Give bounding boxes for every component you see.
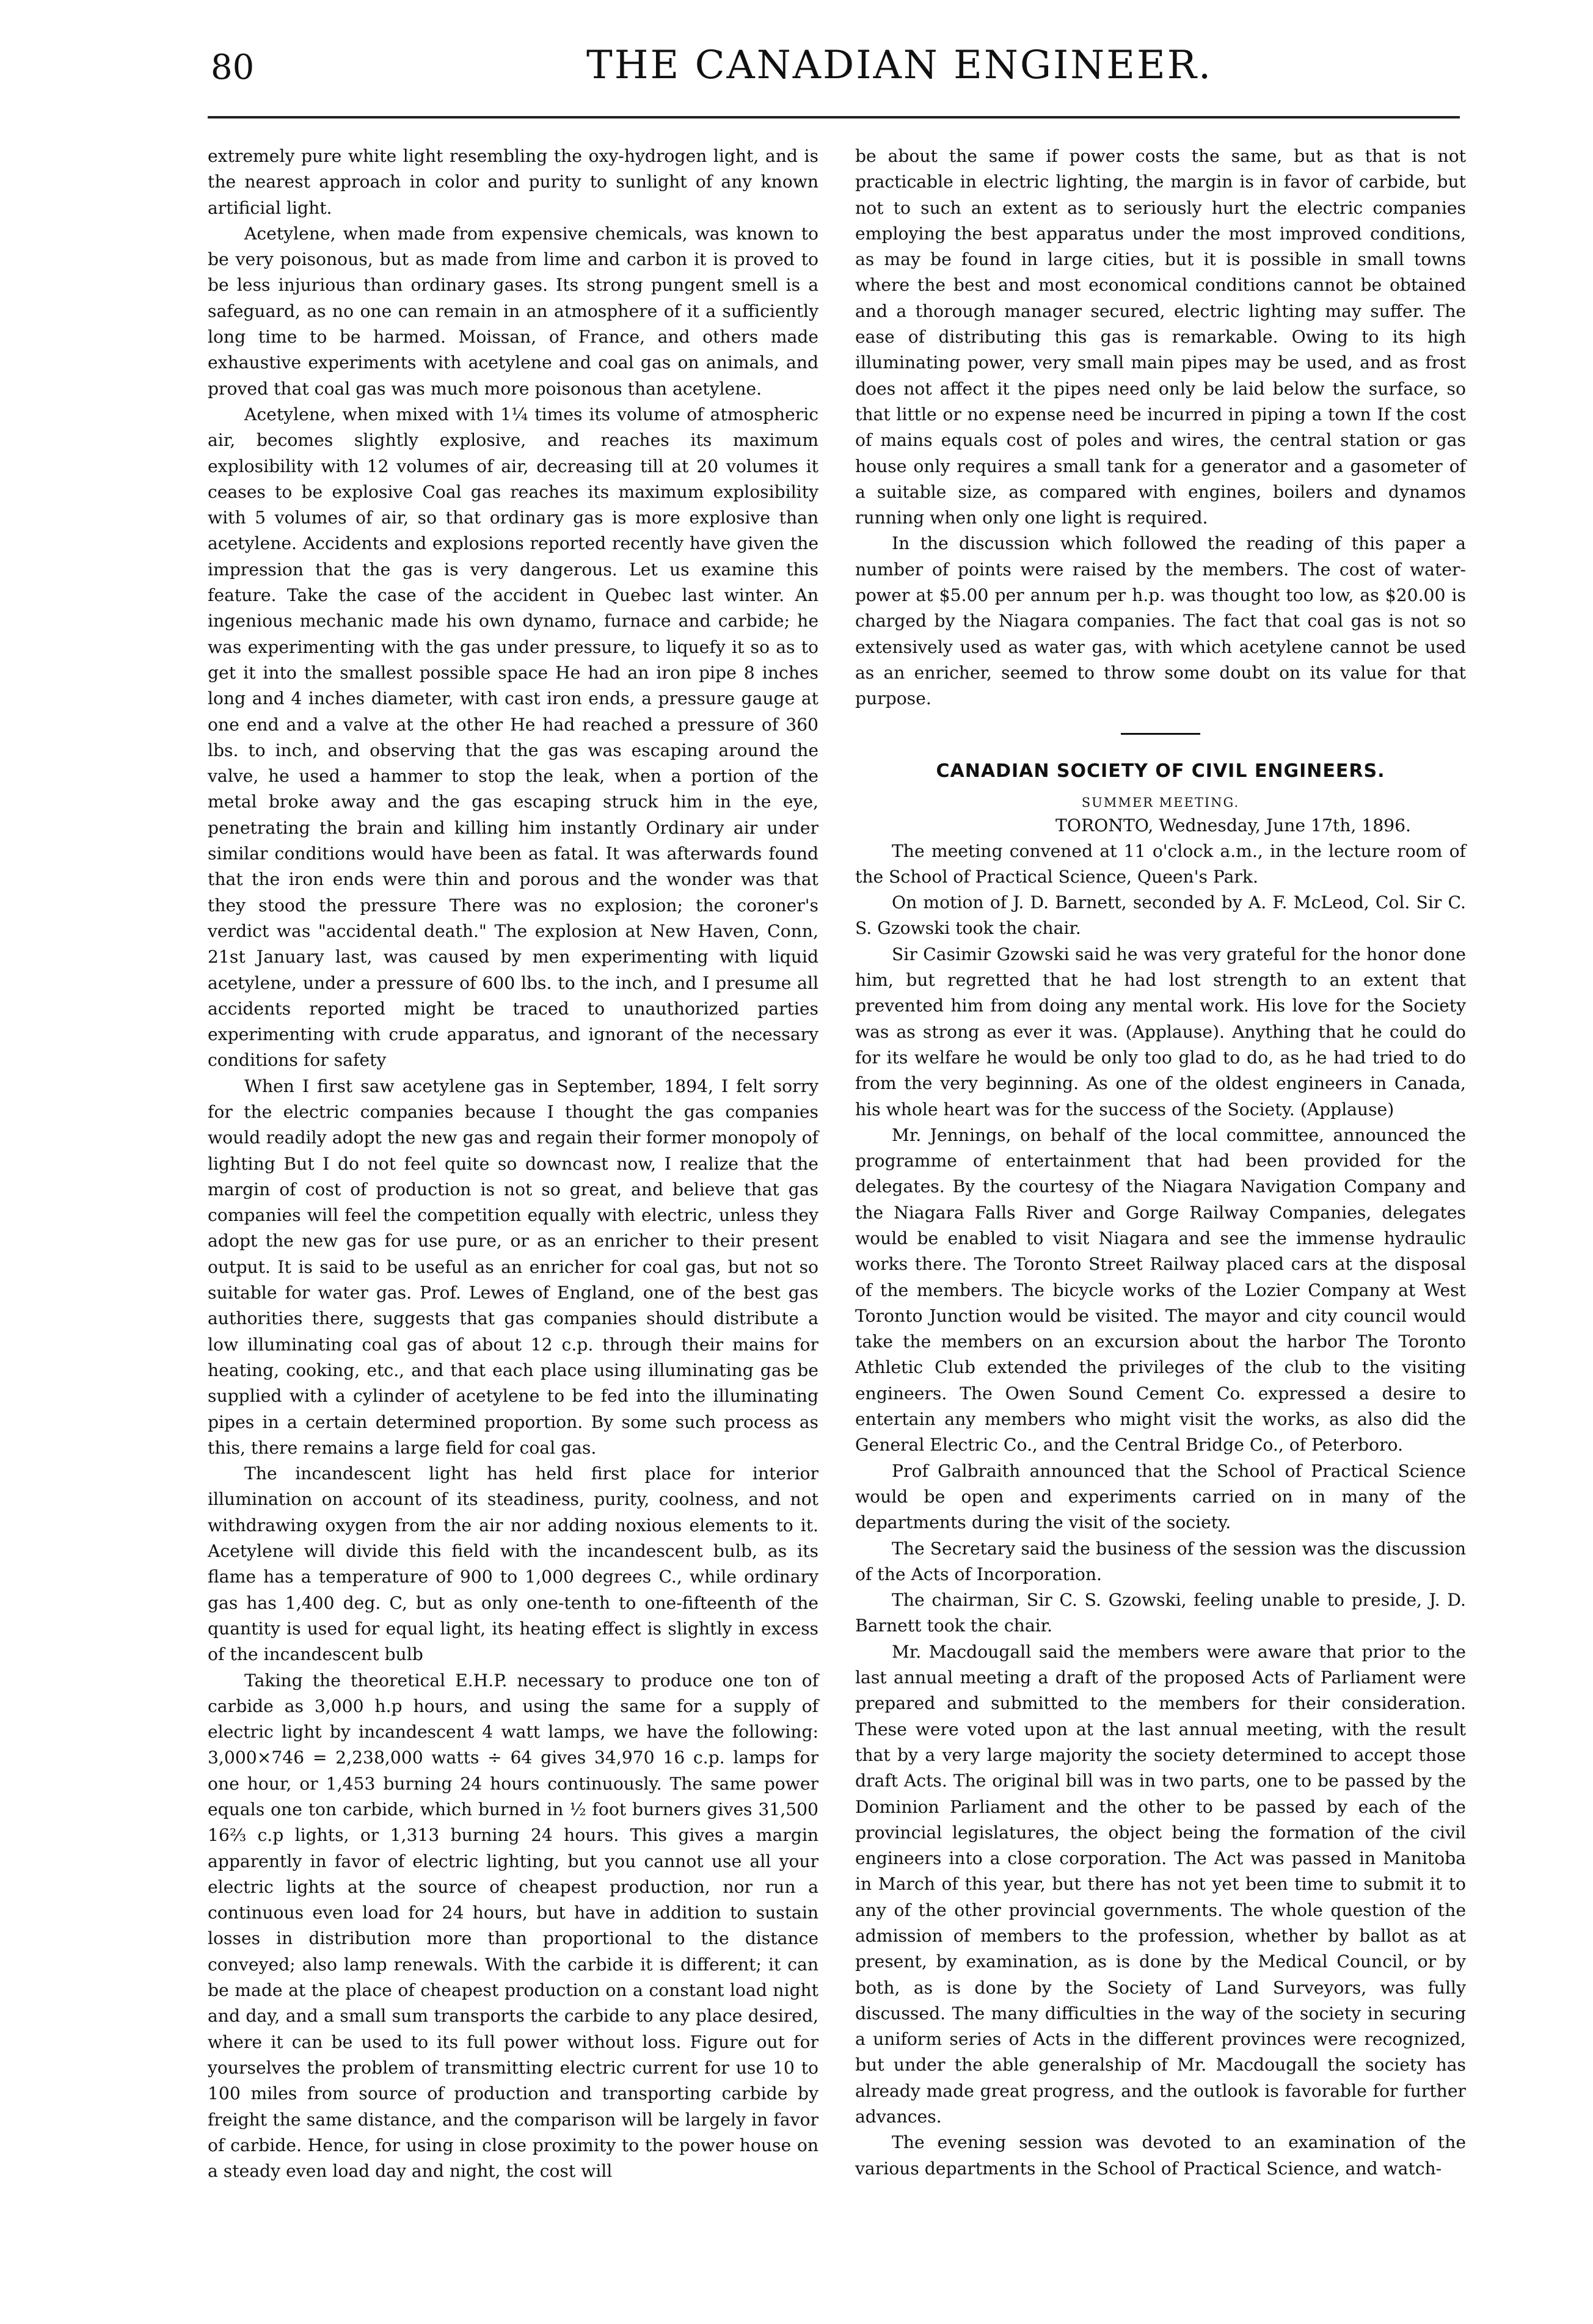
meeting-label: SUMMER MEETING.	[1081, 795, 1240, 810]
paragraph: Mr. Jennings, on behalf of the local committee, announced the programme of entertainment that had been provided for the delegates. By the courtesy of the Niagara Navigation Company and the Niagara Falls River and Gorge Railway Companies, delegates would be enabled to visit Niagara and see the immense hydraulic works there. The Toronto Street Railway placed cars at the disposal of the members. The bicycle works of the Lozier Company at West Toronto Junction would be visited. The mayor and city council would take the members on an excursion about the harbor The Toronto Athletic Club extended the privileges of the club to the visiting engineers. The Owen Sound Cement Co. expressed a desire to entertain any members who might visit the works, as also did the General Electric Co., and the Central Bridge Co., of Peterboro.	[855, 1124, 1466, 1455]
left-column	[208, 144, 818, 2184]
running-head-title: THE CANADIAN ENGINEER.	[586, 43, 1213, 88]
paragraph: On motion of J. D. Barnett, seconded by A. F. McLeod, Col. Sir C. S. Gzowski took the chair.	[855, 892, 1466, 939]
paragraph: The meeting convened at 11 o'clock a.m., in the lecture room of the School of Practical Science, Queen's Park.	[855, 840, 1466, 887]
paragraph: Prof Galbraith announced that the School of Practical Science would be open and experiments carried on in many of the departments during the visit of the society.	[855, 1460, 1466, 1533]
paragraph: Acetylene, when mixed with 1¼ times its volume of atmospheric air, becomes slightly explosive, and reaches its maximum explosibility with 12 volumes of air, decreasing till at 20 volumes it ceases to be explosive Coal gas reaches its maximum explosibility with 5 volumes of air, so that ordinary gas is more explosive than acetylene. Accidents and explosions reported recently have given the impression that the gas is very dangerous. Let us examine this feature. Take the case of the accident in Quebec last winter. An ingenious mechanic made his own dynamo, furnace and carbide; he was experimenting with the gas under pressure, to liquefy it so as to get it into the smallest possible space He had an iron pipe 8 inches long and 4 inches diameter, with cast iron ends, a pressure gauge at one end and a valve at the other He had reached a pressure of 360 lbs. to inch, and observing that the gas was escaping around the valve, he used a hammer to stop the leak, when a portion of the metal broke away and the gas escaping struck him in the eye, penetrating the brain and killing him instantly Ordinary air under similar conditions would have been as fatal. It was afterwards found that the iron ends were thin and porous and the wonder was that they stood the pressure There was no explosion; the coroner's verdict was "accidental death." The explosion at New Haven, Conn, 21st January last, was caused by men experimenting with liquid acetylene, under a pressure of 600 lbs. to the inch, and I presume all accidents reported might be traced to unauthorized parties experimenting with crude apparatus, and ignorant of the necessary conditions for safety	[208, 404, 818, 1071]
dateline: TORONTO, Wednesday, June 17th, 1896.	[1055, 815, 1411, 836]
paragraph: In the discussion which followed the reading of this paper a number of points were raised by the members. The cost of water-power at $5.00 per annum per h.p. was thought too low, as $20.00 is charged by the Niagara companies. The fact that coal gas is not so extensively used as water gas, with which acetylene cannot be used as an enricher, seemed to throw some doubt on its value for that purpose.	[855, 533, 1466, 709]
paragraph: Acetylene, when made from expensive chemicals, was known to be very poisonous, but as made from lime and carbon it is proved to be less injurious than ordinary gases. Its strong pungent smell is a safeguard, as no one can remain in an atmosphere of it a sufficiently long time to be harmed. Moissan, of France, and others made exhaustive experiments with acetylene and coal gas on animals, and proved that coal gas was much more poisonous than acetylene.	[208, 223, 818, 399]
header-rule	[208, 116, 1460, 118]
right-column	[855, 144, 1466, 2182]
paragraph: be about the same if power costs the same, but as that is not practicable in electric lighting, the margin is in favor of carbide, but not to such an extent as to seriously hurt the electric companies employing the best apparatus under the most improved conditions, as may be found in large cities, but it is possible in small towns where the best and most economical conditions cannot be obtained and a thorough manager secured, electric lighting may suffer. The ease of distributing this gas is remarkable. Owing to its high illuminating power, very small main pipes may be used, and as frost does not affect it the pipes need only be laid below the surface, so that little or no expense need be incurred in piping a town If the cost of mains equals cost of poles and wires, the central station or gas house only requires a small tank for a generator and a gasometer of a suitable size, as compared with engines, boilers and dynamos running when only one light is required.	[855, 146, 1466, 528]
paragraph: Sir Casimir Gzowski said he was very grateful for the honor done him, but regretted that he had lost strength to an extent that prevented him from doing any mental work. His love for the Society was as strong as ever it was. (Applause). Anything that he could do for its welfare he would be only too glad to do, as he had tried to do from the very beginning. As one of the oldest engineers in Canada, his whole heart was for the success of the Society. (Applause)	[855, 944, 1466, 1120]
section-heading: CANADIAN SOCIETY OF CIVIL ENGINEERS.	[936, 760, 1385, 782]
page-number: 80	[211, 48, 255, 87]
paragraph: The incandescent light has held first place for interior illumination on account of its steadiness, purity, coolness, and not withdrawing oxygen from the air nor adding noxious elements to it. Acetylene will divide this field with the incandescent bulb, as its flame has a temperature of 900 to 1,000 degrees C., while ordinary gas has 1,400 deg. C, but as only one-tenth to one-fifteenth of the quantity is used for equal light, its heating effect is slightly in excess of the incandescent bulb	[208, 1463, 818, 1665]
section-divider	[1121, 733, 1200, 735]
paragraph: When I first saw acetylene gas in September, 1894, I felt sorry for the electric companies because I thought the gas companies would readily adopt the new gas and regain their former monopoly of lighting But I do not feel quite so downcast now, I realize that the margin of cost of production is not so great, and believe that gas companies will feel the competition equally with electric, unless they adopt the new gas for use pure, or as an enricher to their present output. It is said to be useful as an enricher for coal gas, but not so suitable for water gas. Prof. Lewes of England, one of the best gas authorities there, suggests that gas companies should distribute a low illuminating coal gas of about 12 c.p. through their mains for heating, cooking, etc., and that each place using illuminating gas be supplied with a cylinder of acetylene to be fed into the illuminating pipes in a certain determined proportion. By some such process as this, there remains a large field for coal gas.	[208, 1076, 818, 1458]
paragraph: The evening session was devoted to an examination of the various departments in the School of Practical Science, and watch-	[855, 2132, 1466, 2179]
paragraph: extremely pure white light resembling the oxy-hydrogen light, and is the nearest approach in color and purity to sunlight of any known artificial light.	[208, 146, 818, 218]
paragraph: Taking the theoretical E.H.P. necessary to produce one ton of carbide as 3,000 h.p hours, and using the same for a supply of electric light by incandescent 4 watt lamps, we have the following: 3,000×746 = 2,238,000 watts ÷ 64 gives 34,970 16 c.p. lamps for one hour, or 1,453 burning 24 hours continuously. The same power equals one ton carbide, which burned in ½ foot burners gives 31,500 16⅔ c.p lights, or 1,313 burning 24 hours. This gives a margin apparently in favor of electric lighting, but you cannot use all your electric lights at the source of cheapest production, nor run a continuous even load for 24 hours, but have in addition to sustain losses in distribution more than proportional to the distance conveyed; also lamp renewals. With the carbide it is different; it can be made at the place of cheapest production on a constant load night and day, and a small sum transports the carbide to any place desired, where it can be used to its full power without loss. Figure out for yourselves the problem of transmitting electric current for use 10 to 100 miles from source of production and transporting carbide by freight the same distance, and the comparison will be largely in favor of carbide. Hence, for using in close proximity to the power house on a steady even load day and night, the cost will	[208, 1670, 818, 2182]
paragraph: The chairman, Sir C. S. Gzowski, feeling unable to preside, J. D. Barnett took the chair.	[855, 1590, 1466, 1636]
paragraph: The Secretary said the business of the session was the discussion of the Acts of Incorporation.	[855, 1538, 1466, 1584]
paragraph: Mr. Macdougall said the members were aware that prior to the last annual meeting a draft of the proposed Acts of Parliament were prepared and submitted to the members for their consideration. These were voted upon at the last annual meeting, with the result that by a very large majority the society determined to accept those draft Acts. The original bill was in two parts, one to be passed by the Dominion Parliament and the other to be passed by each of the provincial legislatures, the object being the formation of the civil engineers into a close corporation. The Act was passed in Manitoba in March of this year, but there has not yet been time to submit it to any of the other provincial governments. The whole question of the admission of members to the profession, whether by ballot as at present, by examination, as is done by the Medical Council, or by both, as is done by the Society of Land Surveyors, was fully discussed. The many difficulties in the way of the society in securing a uniform series of Acts in the different provinces were recognized, but under the able generalship of Mr. Macdougall the society has already made great progress, and the outlook is favorable for further advances.	[855, 1641, 1466, 2127]
